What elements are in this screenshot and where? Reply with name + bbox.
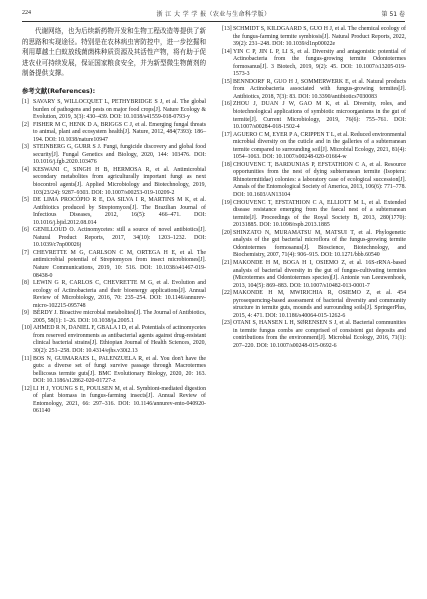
reference-text: BENNDORF R, GUO H J, SOMMERWERK E, et al. Natural products from Actinobacteria associated with fungus-growing termites[J]. Antibiotics, 2018, 7(3): 83. DOI: 10.3390/antibiotics7030083 [233,78,406,100]
reference-text: CHOUVENC T, EFSTATHION C A, ELLIOTT M L, et al. Extended disease resistance emerging from the faecal nest of a subterranean termite[J]. Proceedings of the Royal Society B, 2013, 280(1770): 20131885. DOI: 10.1098/rspb.2013.1885 [233,199,406,229]
reference-number: [15] [222,78,232,85]
reference-text: KESWANI C, SINGH H B, HERMOSA R, et al. Antimicrobial secondary metabolites from agriculturally important fungi as next biocontrol agents[J]. Applied Microbiology and Biotechnology, 2019, 103(23/24): 9287–9303. DOI: 10.1007/s00253-019-10209-2 [33,166,206,196]
header-rule [22,21,405,22]
reference-number: [5] [22,197,29,204]
reference-item [222,230,406,260]
reference-number: [1] [22,98,29,105]
reference-item [22,325,206,355]
reference-number: [9] [22,310,29,317]
reference-item [22,386,206,416]
reference-item [222,49,406,79]
reference-number: [14] [222,48,232,55]
reference-item [22,227,206,250]
reference-item [222,260,406,290]
reference-number: [8] [22,280,29,287]
right-column [222,26,406,351]
reference-text: STEINBERG G, GURR S J. Fungi, fungicide discovery and global food security[J]. Fungal Genetics and Biology, 2020, 144: 103476. DOI: 10.1016/j.fgb.2020.103476 [33,144,206,166]
intro-paragraph: 代谢网络，也为后续新药物开发和生物工程改造等提供了新的思路和实现途径。特别是在农林病虫害防控中，进一步挖掘和利用蕈越土白蚁放线菌菌株种质资源及其活性产物，将有助于促进农业可持续发展，保证国家粮食安全，并为新型微生物菌剂的制备提供支撑。 [22,27,206,78]
running-header [22,8,405,20]
reference-text: MAKONDE H M, MWIRICHIA R, OSIEMO Z, et al. 454 pyrosequencing-based assessment of bacterial diversity and community structure in termite guts, mounds and surrounding soils[J]. SpringerPlus, 2015, 4: 471. DOI: 10.1186/s40064-015-1262-6 [233,290,406,319]
reference-number: [22] [222,290,232,297]
reference-text: MAKONDE H M, BOGA H I, OSIEMO Z, et al. 16S-rRNA-based analysis of bacterial diversity in the gut of fungus-cultivating termites (Microtermes and Odontotermes species)[J]. Antonie van Leeuwenhoek, 2013, 104(5): 869–883. DOI: 10.1007/s10482-013-0001-7 [233,259,406,289]
reference-number: [19] [222,199,232,206]
reference-item [222,290,406,320]
reference-item [22,280,206,310]
reference-number: [21] [222,259,232,266]
references-list-right [222,26,406,351]
reference-text: AGUERO C M, EYER P A, CRIPPEN T L, et al. Reduced environmental microbial diversity on the cuticle and in the galleries of a subterranean termite compared to surrounding soil[J]. Microbial Ecology, 2021, 81(4): 1054–1063. DOI: 10.1007/s00248-020-01664-w [233,131,406,161]
reference-text: DE LIMA PROCÓPIO R E, DA SILVA I R, MARTINS M K, et al. Antibiotics produced by Streptomyces[J]. The Brazilian Journal of Infectious Diseases, 2012, 16(5): 466–471. DOI: 10.1016/j.bjid.2012.08.014 [33,197,206,226]
reference-number: [2] [22,121,29,128]
reference-text: SHINZATO N, MURAMATSU M, MATSUI T, et al. Phylogenetic analysis of the gut bacterial microflora of the fungus-growing termite Odontotermes formosanus[J]. Bioscience, Biotechnology, and Biochemistry, 2007, 71(4): 906–915. DOI: 10.1271/bbb.60540 [233,229,406,259]
reference-number: [11] [22,355,32,362]
reference-item [22,197,206,227]
reference-item [222,26,406,49]
reference-number: [4] [22,166,29,173]
reference-number: [10] [22,325,32,332]
reference-text: YIN C P, JIN L P, LI S, et al. Diversity and antagonistic potential of Actinobacteria from the fungus-growing termite Odontotermes formosanus[J]. 3 Biotech, 2019, 9(2): 45. DOI: 10.1007/s13205-019-1573-3 [233,48,406,78]
reference-item [22,310,206,325]
reference-text: LI H J, YOUNG S E, POULSEN M, et al. Symbiont-mediated digestion of plant biomass in fungus-farming insects[J]. Annual Review of Entomology, 2021, 66: 297–316. DOI: 10.1146/annurev-ento-040920-061140 [33,385,206,415]
reference-text: BOS N, GUIMARAES L, PALENZUELA R, et al. You don't have the guts: a diverse set of fungi survive passage through Macrotermes bellicosus termite guts[J]. BMC Evolutionary Biology, 2020, 20: 163. DOI: 10.1186/s12862-020-01727-z [33,355,206,385]
page-number: 224 [22,10,31,16]
reference-number: [12] [22,385,32,392]
reference-item [22,99,206,122]
reference-item [222,200,406,230]
reference-item [22,356,206,386]
reference-text: OTANI S, HANSEN L H, SØRENSEN S J, et al. Bacterial communities in termite fungus combs are comprised of consistent gut deposits and contributions from the environment[J]. Microbial Ecology, 2016, 71(1): 207–220. DOI: 10.1007/s00248-015-0692-6 [233,320,406,349]
reference-number: [16] [222,101,232,108]
reference-text: FISHER M C, HENK D A, BRIGGS C J, et al. Emerging fungal threats to animal, plant and ecosystem health[J]. Nature, 2012, 484(7393): 186–194. DOI: 10.1038/nature10947 [33,121,206,143]
reference-text: SAVARY S, WILLOCQUET L, PETHYBRIDGE S J, et al. The global burden of pathogens and pests on major food crops[J]. Nature Ecology & Evolution, 2019, 3(3): 430–439. DOI: 10.1038/s41559-018-0793-y [33,98,206,121]
reference-text: CHOUVENC T, BARDUNIAS P, EFSTATHION C A, et al. Resource opportunities from the nest of dying subterranean termite (Isoptera: Rhinotermitidae) colonies: a laboratory case of ecological succession[J]. Annals of the Entomological Society of America, 2013, 106(6): 771–778. DOI: 10.1603/AN13104 [233,161,406,199]
reference-item [22,250,206,280]
references-list-left [22,99,206,416]
reference-number: [7] [22,249,29,256]
reference-item [222,79,406,102]
journal-title: 浙 江 大 学 学 报（农业与生命科学版） [156,11,271,18]
reference-text: GENILLOUD O. Actinomycetes: still a source of novel antibiotics[J]. Natural Product Reports, 2017, 34(10): 1203–1232. DOI: 10.1039/c7np00026j [33,227,206,249]
reference-item [22,144,206,167]
reference-number: [17] [222,131,232,138]
reference-text: LEWIN G R, CARLOS C, CHEVRETTE M G, et al. Evolution and ecology of Actinobacteria and their bioenergy applications[J]. Annual Review of Microbiology, 2016, 70: 235–254. DOI: 10.1146/annurev-micro-102215-095748 [33,280,206,309]
left-column [22,26,206,416]
reference-number: [20] [222,229,232,236]
reference-number: [18] [222,161,232,168]
reference-text: SCHMIDT S, KILDGAARD S, GUO H J, et al. The chemical ecology of the fungus-farming termite symbiosis[J]. Natural Product Reports, 2022, 39(2): 231–248. DOI: 10.1039/d1np00022e [233,26,406,48]
reference-number: [6] [22,227,29,234]
references-heading: 参考文献(References): [22,87,96,95]
reference-item [222,162,406,200]
reference-item [222,101,406,131]
reference-item [222,320,406,350]
reference-number: [3] [22,144,29,151]
reference-text: ZHOU J, DUAN J W, GAO M K, et al. Diversity, roles, and biotechnological applications of symbiotic microorganisms in the gut of termite[J]. Current Microbiology, 2019, 76(6): 755–761. DOI: 10.1007/s00284-018-1502-4 [233,101,406,131]
reference-text: AHMED R N, DANIEL F, GBALA I D, et al. Potentials of actinomycetes from reserved environments as antibacterial agents against drug-resistant clinical bacterial strains[J]. Ethiopian Journal of Health Sciences, 2020, 30(2): 251–258. DOI: 10.4314/ejhs.v30i2.13 [33,325,206,355]
reference-item [22,122,206,145]
reference-text: CHEVRETTE M G, CARLSON C M, ORTEGA H E, et al. The antimicrobial potential of Streptomyces from insect microbiomes[J]. Nature Communications, 2019, 10: 516. DOI: 10.1038/s41467-019-08438-0 [33,249,206,279]
reference-item [22,167,206,197]
reference-item [222,132,406,162]
reference-number: [23] [222,320,232,327]
reference-number: [13] [222,26,232,32]
volume-label: 第 51 卷 [381,11,405,18]
reference-text: BÉRDY J. Bioactive microbial metabolites[J]. The Journal of Antibiotics, 2005, 58(1): 1–26. DOI: 10.1038/ja.2005.1 [33,310,206,324]
